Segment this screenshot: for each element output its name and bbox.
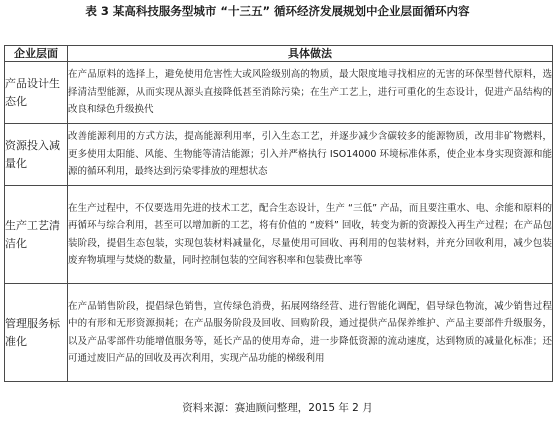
row-level-label: 生产工艺清洁化 xyxy=(5,186,68,284)
row-practice-text: 在产品原料的选择上，避免使用危害性大或风险级别高的物质，最大限度地寻找相应的无害的环保型替代原料，选择清洁型能源，从而实现从源头直接降低甚至消除污染；在生产工艺上，进行可重化的生态设计，促进产品结构的改良和绿色升级换代 xyxy=(68,62,553,124)
header-enterprise-level: 企业层面 xyxy=(5,46,68,62)
source-note: 资料来源：赛迪顾问整理，2015 年 2 月 xyxy=(182,402,373,414)
row-level-label: 产品设计生态化 xyxy=(5,62,68,124)
row-level-label: 管理服务标准化 xyxy=(5,284,68,382)
row-level-label: 资源投入减量化 xyxy=(5,124,68,186)
table-header-row xyxy=(5,46,553,62)
table-row xyxy=(5,186,553,284)
table-caption: 表 3 某高科技服务型城市 “十三五” 循环经济发展规划中企业层面循环内容 xyxy=(85,4,470,18)
row-practice-text: 在产品销售阶段，提倡绿色销售，宣传绿色消费，拓展网络经营、进行智能化调配，倡导绿色物流，减少销售过程中的有形和无形资源损耗；在产品服务阶段及回收、回购阶段，通过提供产品保养维护、产品主要部件升级服务，以及产品零部件功能增值服务等，延长产品的使用寿命，进一步降低资源的流动速度，达到物质的减量化标准；还可通过废旧产品的回收及再次利用，实现产品功能的梯级利用 xyxy=(68,284,553,382)
table-row xyxy=(5,124,553,186)
row-practice-text: 在生产过程中，不仅要选用先进的技术工艺，配合生态设计，生产 “三低” 产品，而且要注重水、电、余能和原料的再循环与综合利用，甚至可以增加新的工艺，将有价值的 “废料” 回收，转变为新的资源投入再生产过程；在产品包装阶段，提倡生态包装，实现包装材料减量化，尽量使用可回收、再利用的包装材料，并充分回收利用，减少包装废弃物填埋与焚烧的数量，同时控制包装的空间容积率和包装费比率等 xyxy=(68,186,553,284)
table-row xyxy=(5,62,553,124)
circular-economy-table xyxy=(4,45,553,382)
table-row xyxy=(5,284,553,382)
row-practice-text: 改善能源利用的方式方法，提高能源利用率，引入生态工艺，并逐步减少含碳较多的能源物质，改用非矿物燃料，更多使用太阳能、风能、生物能等清洁能源；引入并严格执行 ISO14000 环境标准体系，使企业本身实现资源和能源的循环利用，最终达到污染零排放的理想状态 xyxy=(68,124,553,186)
header-specific-practice: 具体做法 xyxy=(68,46,553,62)
